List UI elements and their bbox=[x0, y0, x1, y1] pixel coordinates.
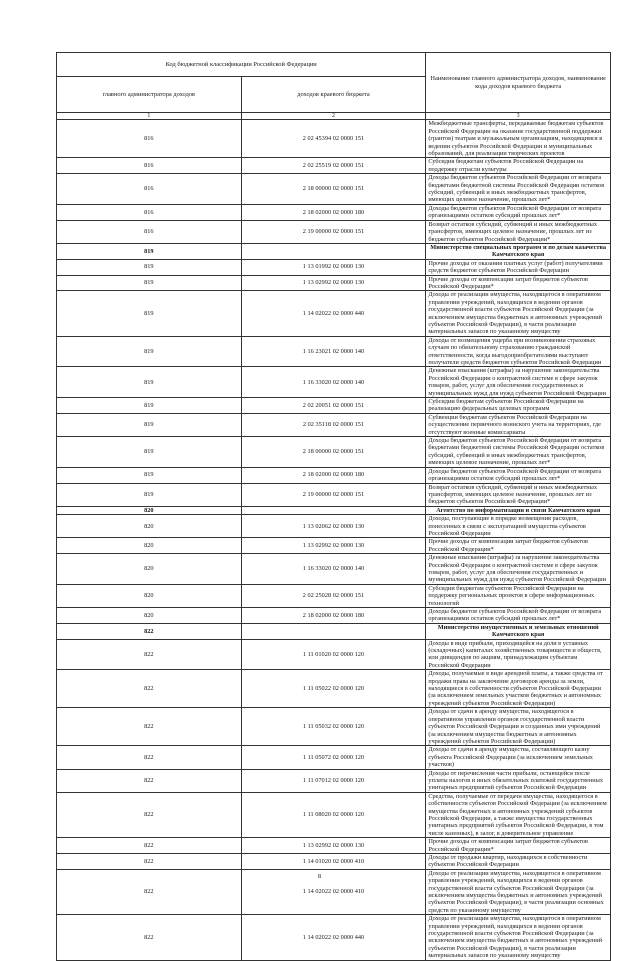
revenue-name-cell: Доходы, получаемые в виде арендной платы, а также средства от продажи права на заключение договоров аренды за земли, находящиеся в собственности субъектов Российской Федерации (за исключением земельных участков бюджетных и автономных учреждений субъектов Российской Федерации) bbox=[426, 670, 611, 708]
admin-code-cell: 819 bbox=[57, 259, 242, 275]
admin-code-cell: 822 bbox=[57, 915, 242, 960]
revenue-code-cell: 2 18 02000 02 0000 180 bbox=[241, 467, 426, 483]
admin-code-cell: 822 bbox=[57, 708, 242, 746]
revenue-name-cell: Доходы бюджетов субъектов Российской Федерации от возврата организациями остатков субсидий прошлых лет* bbox=[426, 204, 611, 220]
table-row bbox=[57, 437, 611, 468]
table-row bbox=[57, 554, 611, 585]
revenue-name-cell: Доходы бюджетов субъектов Российской Федерации от возврата организациями остатков субсидий прошлых лет* bbox=[426, 467, 611, 483]
admin-code-cell: 819 bbox=[57, 275, 242, 291]
revenue-code-cell: 1 11 08020 02 0000 120 bbox=[241, 792, 426, 837]
revenue-code-cell: 1 11 05072 02 0000 120 bbox=[241, 746, 426, 769]
table-row bbox=[57, 538, 611, 554]
revenue-name-cell: Доходы бюджетов субъектов Российской Федерации от возврата бюджетами бюджетной системы Российской Федерации остатков субсидий, субвенций и иных межбюджетных трансфертов, имеющих целевое назначение, прошлых лет* bbox=[426, 174, 611, 205]
column-number-2: 2 bbox=[241, 113, 426, 120]
revenue-code-cell: 2 02 25519 02 0000 151 bbox=[241, 158, 426, 174]
revenue-code-cell: 1 16 23021 02 0000 140 bbox=[241, 336, 426, 367]
revenue-code-cell: 1 13 02062 02 0000 130 bbox=[241, 515, 426, 538]
admin-code-cell: 819 bbox=[57, 467, 242, 483]
revenue-name-cell: Доходы от продажи квартир, находящихся в собственности субъектов Российской Федерации bbox=[426, 854, 611, 870]
revenue-name-cell: Субсидии бюджетам субъектов Российской Федерации на реализацию федеральных целевых программ bbox=[426, 398, 611, 414]
admin-code-cell: 819 bbox=[57, 367, 242, 398]
admin-code-cell: 822 bbox=[57, 670, 242, 708]
revenue-code-cell: 2 18 02000 02 0000 180 bbox=[241, 204, 426, 220]
revenue-code-cell: 1 14 02022 02 0000 440 bbox=[241, 915, 426, 960]
admin-code-cell: 822 bbox=[57, 746, 242, 769]
revenue-code-cell: 2 18 02000 02 0000 180 bbox=[241, 608, 426, 624]
table-row bbox=[57, 746, 611, 769]
revenue-name-cell: Доходы, поступающие в порядке возмещения расходов, понесенных в связи с эксплуатацией имущества субъектов Российской Федерации bbox=[426, 515, 611, 538]
table-row bbox=[57, 515, 611, 538]
table-row bbox=[57, 413, 611, 436]
revenue-code-cell: 1 13 01992 02 0000 130 bbox=[241, 259, 426, 275]
admin-code-cell: 816 bbox=[57, 174, 242, 205]
revenue-name-cell: Субсидия бюджетам субъектов Российской Федерации на поддержку отрасли культуры bbox=[426, 158, 611, 174]
revenue-name-cell: Денежные взыскания (штрафы) за нарушение законодательства Российской Федерации о контрактной системе в сфере закупок товаров, работ, услуг для обеспечения государственных и муниципальных нужд для нужд субъектов Российской Федерации bbox=[426, 554, 611, 585]
admin-code-cell: 822 bbox=[57, 623, 242, 639]
revenue-code-cell: 1 13 02992 02 0000 130 bbox=[241, 275, 426, 291]
admin-code-cell: 820 bbox=[57, 538, 242, 554]
table-row bbox=[57, 275, 611, 291]
admin-code-cell: 820 bbox=[57, 506, 242, 514]
classification-code-header: Код бюджетной классификации Российской Федерации bbox=[57, 53, 426, 77]
revenue-code-table-sheet bbox=[56, 52, 611, 961]
admin-code-cell: 822 bbox=[57, 792, 242, 837]
revenue-name-cell: Доходы от возмещения ущерба при возникновении страховых случаев по обязательному страхованию гражданской ответственности, когда выгодоприобретателями выступают получатели средств бюджетов субъектов Российской Федерации bbox=[426, 336, 611, 367]
admin-column-header: главного администратора доходов bbox=[57, 77, 242, 113]
table-row bbox=[57, 792, 611, 837]
revenue-name-cell: Межбюджетные трансферты, передаваемые бюджетам субъектов Российской Федерации на оказание государственной поддержки (грантов) театрам и музыкальным организациям, находящимся в ведении субъектов Российской Федерации и муниципальных образований, для реализации творческих проектов bbox=[426, 120, 611, 158]
admin-code-cell: 822 bbox=[57, 769, 242, 792]
table-row bbox=[57, 915, 611, 960]
table-row bbox=[57, 220, 611, 243]
table-row bbox=[57, 854, 611, 870]
table-row bbox=[57, 158, 611, 174]
admin-code-cell: 816 bbox=[57, 158, 242, 174]
table-row bbox=[57, 838, 611, 854]
admin-code-cell: 816 bbox=[57, 204, 242, 220]
revenue-code-cell bbox=[241, 623, 426, 639]
name-column-header: Наименование главного администратора доходов, наименование кода доходов краевого бюджета bbox=[426, 53, 611, 113]
admin-code-cell: 819 bbox=[57, 483, 242, 506]
admin-code-cell: 820 bbox=[57, 608, 242, 624]
section-header-row bbox=[57, 506, 611, 514]
admin-code-cell: 822 bbox=[57, 639, 242, 670]
revenue-code-cell: 2 19 00000 02 0000 151 bbox=[241, 220, 426, 243]
administrator-name-cell: Министерство имущественных и земельных отношений Камчатского края bbox=[426, 623, 611, 639]
revenue-code-cell: 2 02 35118 02 0000 151 bbox=[241, 413, 426, 436]
revenue-name-cell: Возврат остатков субсидий, субвенций и иных межбюджетных трансфертов, имеющих целевое назначение, прошлых лет из бюджетов субъектов Российской Федерации* bbox=[426, 483, 611, 506]
revenue-name-cell: Доходы бюджетов субъектов Российской Федерации от возврата организациями остатков субсидий прошлых лет* bbox=[426, 608, 611, 624]
table-body bbox=[57, 120, 611, 960]
table-row bbox=[57, 639, 611, 670]
revenue-name-cell: Субвенции бюджетам субъектов Российской Федерации на осуществление первичного воинского учета на территориях, где отсутствуют военные комиссариаты bbox=[426, 413, 611, 436]
admin-code-cell: 819 bbox=[57, 398, 242, 414]
admin-code-cell: 819 bbox=[57, 413, 242, 436]
table-row bbox=[57, 467, 611, 483]
revenue-name-cell: Возврат остатков субсидий, субвенций и иных межбюджетных трансфертов, имеющих целевое назначение, прошлых лет из бюджетов субъектов Российской Федерации* bbox=[426, 220, 611, 243]
revenue-name-cell: Доходы в виде прибыли, приходящейся на доли в уставных (складочных) капиталах хозяйственных товариществ и обществ, или дивидендов по акциям, принадлежащим субъектам Российской Федерации bbox=[426, 639, 611, 670]
revenue-code-cell: 1 16 33020 02 0000 140 bbox=[241, 367, 426, 398]
revenue-name-cell: Прочие доходы от компенсации затрат бюджетов субъектов Российской Федерации* bbox=[426, 538, 611, 554]
revenue-code-table bbox=[56, 52, 611, 961]
table-row bbox=[57, 259, 611, 275]
table-row bbox=[57, 769, 611, 792]
section-header-row bbox=[57, 623, 611, 639]
revenue-code-cell: 1 11 07012 02 0000 120 bbox=[241, 769, 426, 792]
table-row bbox=[57, 204, 611, 220]
table-row bbox=[57, 336, 611, 367]
revenue-name-cell: Прочие доходы от компенсации затрат бюджетов субъектов Российской Федерации* bbox=[426, 275, 611, 291]
revenue-name-cell: Доходы от реализации имущества, находящегося в оперативном управлении учреждений, находящихся в ведении органов государственной власти субъектов Российской Федерации (за исключением имущества бюджетных и автономных учреждений субъектов Российской Федерации), в части реализации материальных запасов по указанному имуществу bbox=[426, 915, 611, 960]
revenue-code-cell: 2 02 25028 02 0000 151 bbox=[241, 584, 426, 607]
revenue-code-cell: 2 02 45394 02 0000 151 bbox=[241, 120, 426, 158]
revenue-name-cell: Доходы от реализации имущества, находящегося в оперативном управлении учреждений, находящихся в ведении органов государственной власти субъектов Российской Федерации (за исключением имущества бюджетных и автономных учреждений субъектов Российской Федерации), в части реализации материальных запасов по указанному имуществу bbox=[426, 291, 611, 336]
revenue-code-cell: 2 18 00000 02 0000 151 bbox=[241, 437, 426, 468]
revenue-code-cell: 1 16 33020 02 0000 140 bbox=[241, 554, 426, 585]
revenue-code-cell: 1 14 02022 02 0000 410 bbox=[241, 869, 426, 914]
admin-code-cell: 816 bbox=[57, 220, 242, 243]
revenue-code-cell bbox=[241, 506, 426, 514]
table-row bbox=[57, 483, 611, 506]
admin-code-cell: 820 bbox=[57, 584, 242, 607]
revenue-name-cell: Доходы от перечисления части прибыли, остающейся после уплаты налогов и иных обязательных платежей государственных унитарных предприятий субъектов Российской Федерации bbox=[426, 769, 611, 792]
column-number-1: 1 bbox=[57, 113, 242, 120]
revenue-code-cell: 1 11 05022 02 0000 120 bbox=[241, 670, 426, 708]
admin-code-cell: 822 bbox=[57, 854, 242, 870]
admin-code-cell: 820 bbox=[57, 515, 242, 538]
revenue-name-cell: Субсидии бюджетам субъектов Российской Федерации на поддержку региональных проектов в сфере информационных технологий bbox=[426, 584, 611, 607]
table-row bbox=[57, 367, 611, 398]
column-number-3: 3 bbox=[426, 113, 611, 120]
admin-code-cell: 816 bbox=[57, 120, 242, 158]
table-row bbox=[57, 120, 611, 158]
revenue-name-cell: Доходы бюджетов субъектов Российской Федерации от возврата бюджетами бюджетной системы Российской Федерации остатков субсидий, субвенций и иных межбюджетных трансфертов, имеющих целевое назначение, прошлых лет* bbox=[426, 437, 611, 468]
table-row bbox=[57, 608, 611, 624]
table-row bbox=[57, 291, 611, 336]
section-header-row bbox=[57, 243, 611, 259]
revenue-name-cell: Доходы от сдачи в аренду имущества, составляющего казну субъекта Российской Федерации (за исключением земельных участков) bbox=[426, 746, 611, 769]
admin-code-cell: 819 bbox=[57, 243, 242, 259]
administrator-name-cell: Агентство по информатизации и связи Камчатского края bbox=[426, 506, 611, 514]
table-row bbox=[57, 584, 611, 607]
revenue-name-cell: Доходы от реализации имущества, находящегося в оперативном управлении учреждений, находящихся в ведении органов государственной власти субъектов Российской Федерации (за исключением имущества бюджетных и автономных учреждений субъектов Российской Федерации), в части реализации основных средств по указанному имуществу bbox=[426, 869, 611, 914]
admin-code-cell: 819 bbox=[57, 291, 242, 336]
table-row bbox=[57, 398, 611, 414]
admin-code-cell: 819 bbox=[57, 437, 242, 468]
revenue-name-cell: Прочие доходы от компенсации затрат бюджетов субъектов Российской Федерации* bbox=[426, 838, 611, 854]
revenue-name-cell: Средства, получаемые от передачи имущества, находящегося в собственности субъектов Российской Федерации (за исключением имущества бюджетных и автономных учреждений субъектов Российской Федерации, а также имущества государственных унитарных предприятий субъектов Российской Федерации, в том числе казенных), в залог, в доверительное управление bbox=[426, 792, 611, 837]
revenue-name-cell: Доходы от сдачи в аренду имущества, находящегося в оперативном управлении органов государственной власти субъектов Российской Федерации и созданных ими учреждений (за исключением имущества бюджетных и автономных учреждений субъектов Российской Федерации) bbox=[426, 708, 611, 746]
revenue-code-cell: 1 11 05032 02 0000 120 bbox=[241, 708, 426, 746]
admin-code-cell: 822 bbox=[57, 838, 242, 854]
revenue-code-cell: 2 02 20051 02 0000 151 bbox=[241, 398, 426, 414]
admin-code-cell: 819 bbox=[57, 336, 242, 367]
admin-code-cell: 822 bbox=[57, 869, 242, 914]
revenue-code-cell: 2 18 00000 02 0000 151 bbox=[241, 174, 426, 205]
table-row bbox=[57, 174, 611, 205]
revenue-code-cell: 1 13 02992 02 0000 130 bbox=[241, 838, 426, 854]
revenue-code-cell: 1 14 01020 02 0000 410 bbox=[241, 854, 426, 870]
page-number: 8 bbox=[317, 873, 322, 880]
revenue-name-cell: Прочие доходы от оказания платных услуг (работ) получателями средств бюджетов субъектов Российской Федерации bbox=[426, 259, 611, 275]
administrator-name-cell: Министерство специальных программ и по делам казачества Камчатского края bbox=[426, 243, 611, 259]
table-row bbox=[57, 670, 611, 708]
revenue-code-cell: 1 14 02022 02 0000 440 bbox=[241, 291, 426, 336]
revenue-code-cell: 1 11 01020 02 0000 120 bbox=[241, 639, 426, 670]
revenue-code-cell: 1 13 02992 02 0000 130 bbox=[241, 538, 426, 554]
revenue-name-cell: Денежные взыскания (штрафы) за нарушение законодательства Российской Федерации о контрактной системе в сфере закупок товаров, работ, услуг для обеспечения государственных и муниципальных нужд для нужд субъектов Российской Федерации bbox=[426, 367, 611, 398]
revenue-code-cell bbox=[241, 243, 426, 259]
revenue-code-cell: 2 19 00000 02 0000 151 bbox=[241, 483, 426, 506]
admin-code-cell: 820 bbox=[57, 554, 242, 585]
table-row bbox=[57, 708, 611, 746]
code-column-header: доходов краевого бюджета bbox=[241, 77, 426, 113]
